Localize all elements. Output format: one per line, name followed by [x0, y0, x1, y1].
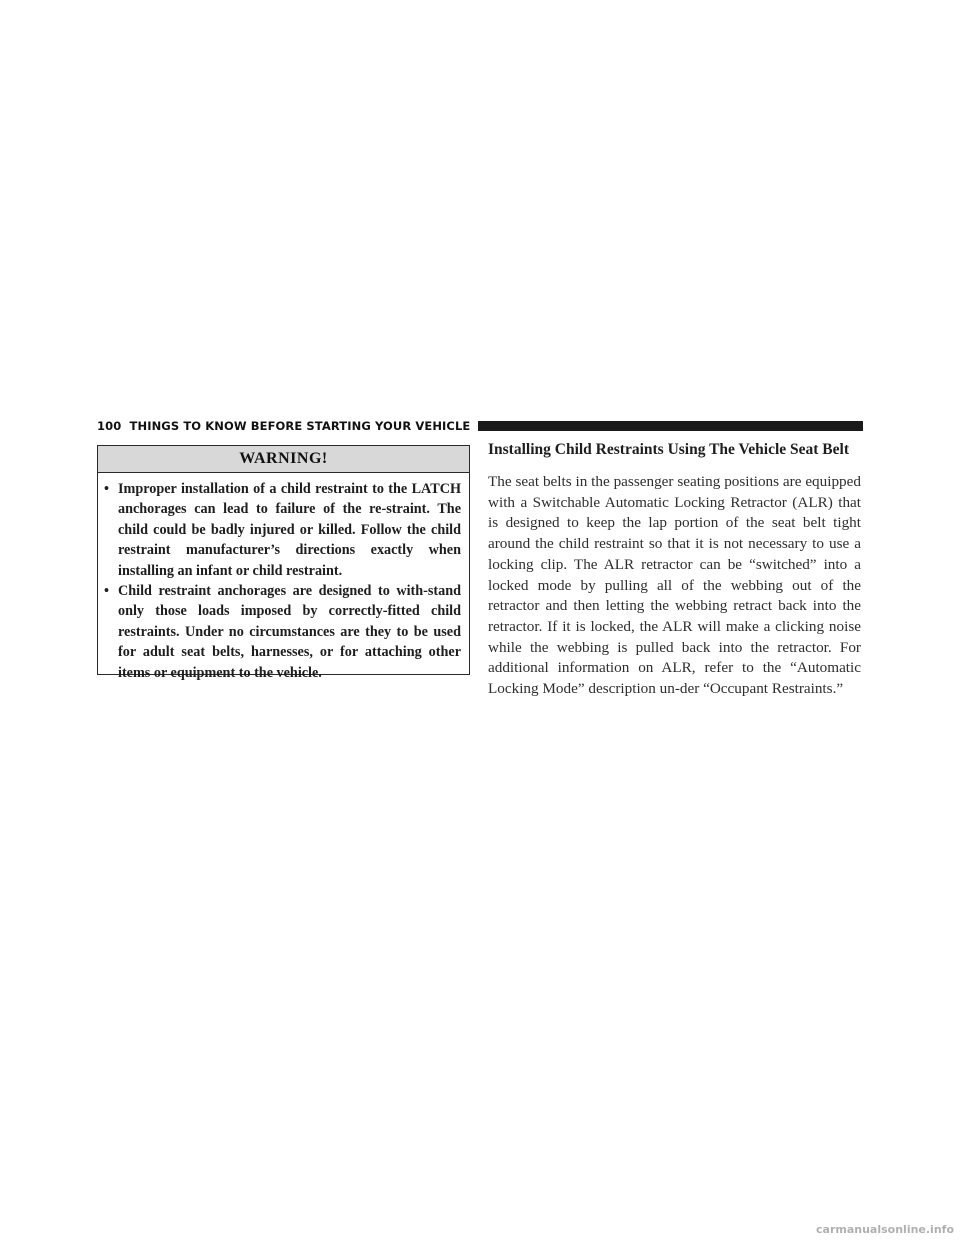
warning-box — [97, 445, 470, 681]
warning-item — [104, 581, 461, 683]
running-header — [97, 419, 478, 433]
footer-watermark: carmanualsonline.info — [816, 1223, 954, 1236]
warning-list — [98, 473, 469, 683]
warning-item-text: Improper installation of a child restraint to the LATCH anchorages can lead to failure of the re-straint. The child could be badly injured or killed. Follow the child restraint manufacturer’s directions exactly when installing an infant or child restraint. — [118, 481, 461, 579]
warning-title: WARNING! — [98, 446, 469, 473]
bullet-icon: • — [104, 481, 109, 497]
section-column — [488, 440, 861, 700]
chapter-title: THINGS TO KNOW BEFORE STARTING YOUR VEHICLE — [129, 419, 471, 433]
header-rule — [478, 421, 863, 431]
warning-item — [104, 479, 461, 581]
warning-item-text: Child restraint anchorages are designed to with-stand only those loads imposed by correctly-fitted child restraints. Under no circumstances are they to be used for adult seat belts, harnesses, or for attaching other items or equipment to the vehicle. — [118, 583, 461, 681]
page-header — [97, 416, 863, 436]
bullet-icon: • — [104, 583, 109, 600]
section-heading: Installing Child Restraints Using The Vehicle Seat Belt — [488, 441, 849, 458]
page-number: 100 — [97, 419, 122, 433]
section-paragraph: The seat belts in the passenger seating positions are equipped with a Switchable Automatic Locking Retractor (ALR) that is designed to keep the lap portion of the seat belt tight around the child restraint so that it is not necessary to use a locking clip. The ALR retractor can be “switched” into a locked mode by pulling all of the webbing out of the retractor and then letting the webbing retract back into the retractor. If it is locked, the ALR will make a clicking noise while the webbing is pulled back into the retractor. For additional information on ALR, refer to the “Automatic Locking Mode” description un-der “Occupant Restraints.” — [488, 473, 861, 698]
